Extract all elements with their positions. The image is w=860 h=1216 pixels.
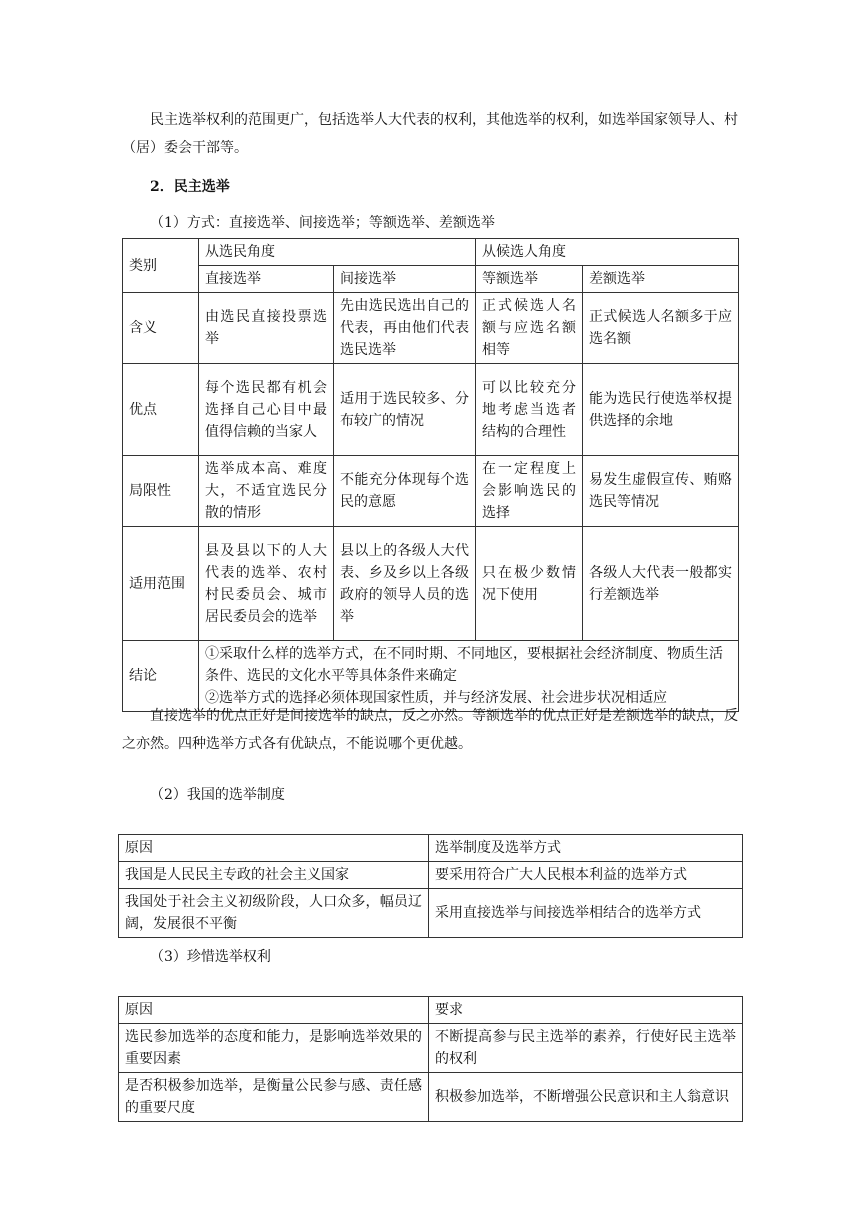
intro-paragraph: 民主选举权利的范围更广，包括选举人大代表的权利，其他选举的权利，如选举国家领导人、村（居）委会干部等。: [122, 112, 738, 156]
cell-reason: 我国处于社会主义初级阶段，人口众多，幅员辽阔，发展很不平衡: [119, 889, 429, 938]
conclusion-1: ①采取什么样的选举方式，在不同时期、不同地区，要根据社会经济制度、物质生活条件、选民的文化水平等具体条件来确定: [205, 646, 723, 684]
header-system: 选举制度及选举方式: [429, 835, 743, 862]
cell-direct: 每个选民都有机会选择自己心目中最值得信赖的当家人: [199, 364, 334, 456]
header-category: 类别: [123, 239, 199, 293]
row-label: 含义: [123, 293, 199, 364]
header-reason: 原因: [119, 835, 429, 862]
section-2-title: 2．民主选举: [150, 179, 230, 195]
election-system-table: [118, 834, 743, 938]
header-voter-perspective: 从选民角度: [199, 239, 476, 266]
cell-requirement: 不断提高参与民主选举的素养，行使好民主选举的权利: [429, 1024, 743, 1073]
subsection-3-title: （3）珍惜选举权利: [150, 949, 271, 965]
cell-indirect: 先由选民选出自己的代表，再由他们代表选民选举: [334, 293, 476, 364]
header-requirement: 要求: [429, 997, 743, 1024]
cell-indirect: 县以上的各级人大代表、乡及乡以上各级政府的领导人员的选举: [334, 527, 476, 641]
cell-indirect: 适用于选民较多、分布较广的情况: [334, 364, 476, 456]
row-label: 优点: [123, 364, 199, 456]
cell-diff: 能为选民行使选举权提供选择的余地: [583, 364, 739, 456]
cell-equal: 在一定程度上会影响选民的选择: [476, 456, 583, 527]
table-row: [119, 1073, 743, 1122]
cell-reason: 是否积极参加选举，是衡量公民参与感、责任感的重要尺度: [119, 1073, 429, 1122]
cell-reason: 我国是人民民主专政的社会主义国家: [119, 862, 429, 889]
conclusion-2: ②选举方式的选择必须体现国家性质，并与经济发展、社会进步状况相适应: [205, 690, 667, 706]
row-label-conclusion: 结论: [123, 641, 199, 712]
note-paragraph: 直接选举的优点正好是间接选举的缺点，反之亦然。等额选举的优点正好是差额选举的缺点，反之亦然。四种选举方式各有优缺点，不能说哪个更优越。: [122, 708, 738, 752]
cell-direct: 选举成本高、难度大，不适宜选民分散的情形: [199, 456, 334, 527]
cell-equal: 可以比较充分地考虑当选者结构的合理性: [476, 364, 583, 456]
conclusion-cell: [199, 641, 739, 712]
election-methods-table: [122, 238, 739, 712]
header-indirect: 间接选举: [334, 266, 476, 293]
table-row: [119, 889, 743, 938]
cell-diff: 易发生虚假宣传、贿赂选民等情况: [583, 456, 739, 527]
header-direct: 直接选举: [199, 266, 334, 293]
header-equal: 等额选举: [476, 266, 583, 293]
cell-system: 采用直接选举与间接选举相结合的选举方式: [429, 889, 743, 938]
cell-requirement: 积极参加选举，不断增强公民意识和主人翁意识: [429, 1073, 743, 1122]
header-candidate-perspective: 从候选人角度: [476, 239, 739, 266]
table-row: [119, 862, 743, 889]
table-row: [123, 527, 739, 641]
cell-diff: 正式候选人名额多于应选名额: [583, 293, 739, 364]
conclusion-row: [123, 641, 739, 712]
cell-reason: 选民参加选举的态度和能力，是影响选举效果的重要因素: [119, 1024, 429, 1073]
header-reason: 原因: [119, 997, 429, 1024]
cherish-rights-table: [118, 996, 743, 1122]
cell-equal: 正式候选人名额与应选名额相等: [476, 293, 583, 364]
subsection-2-title: （2）我国的选举制度: [150, 787, 285, 803]
cell-direct: 由选民直接投票选举: [199, 293, 334, 364]
cell-system: 要采用符合广大人民根本利益的选举方式: [429, 862, 743, 889]
cell-indirect: 不能充分体现每个选民的意愿: [334, 456, 476, 527]
header-diff: 差额选举: [583, 266, 739, 293]
subsection-1-title: （1）方式：直接选举、间接选举；等额选举、差额选举: [150, 215, 495, 231]
row-label: 适用范围: [123, 527, 199, 641]
table-row: [123, 364, 739, 456]
cell-direct: 县及县以下的人大代表的选举、农村村民委员会、城市居民委员会的选举: [199, 527, 334, 641]
cell-diff: 各级人大代表一般都实行差额选举: [583, 527, 739, 641]
cell-equal: 只在极少数情况下使用: [476, 527, 583, 641]
table-row: [123, 293, 739, 364]
table-row: [123, 456, 739, 527]
table-row: [119, 1024, 743, 1073]
row-label: 局限性: [123, 456, 199, 527]
